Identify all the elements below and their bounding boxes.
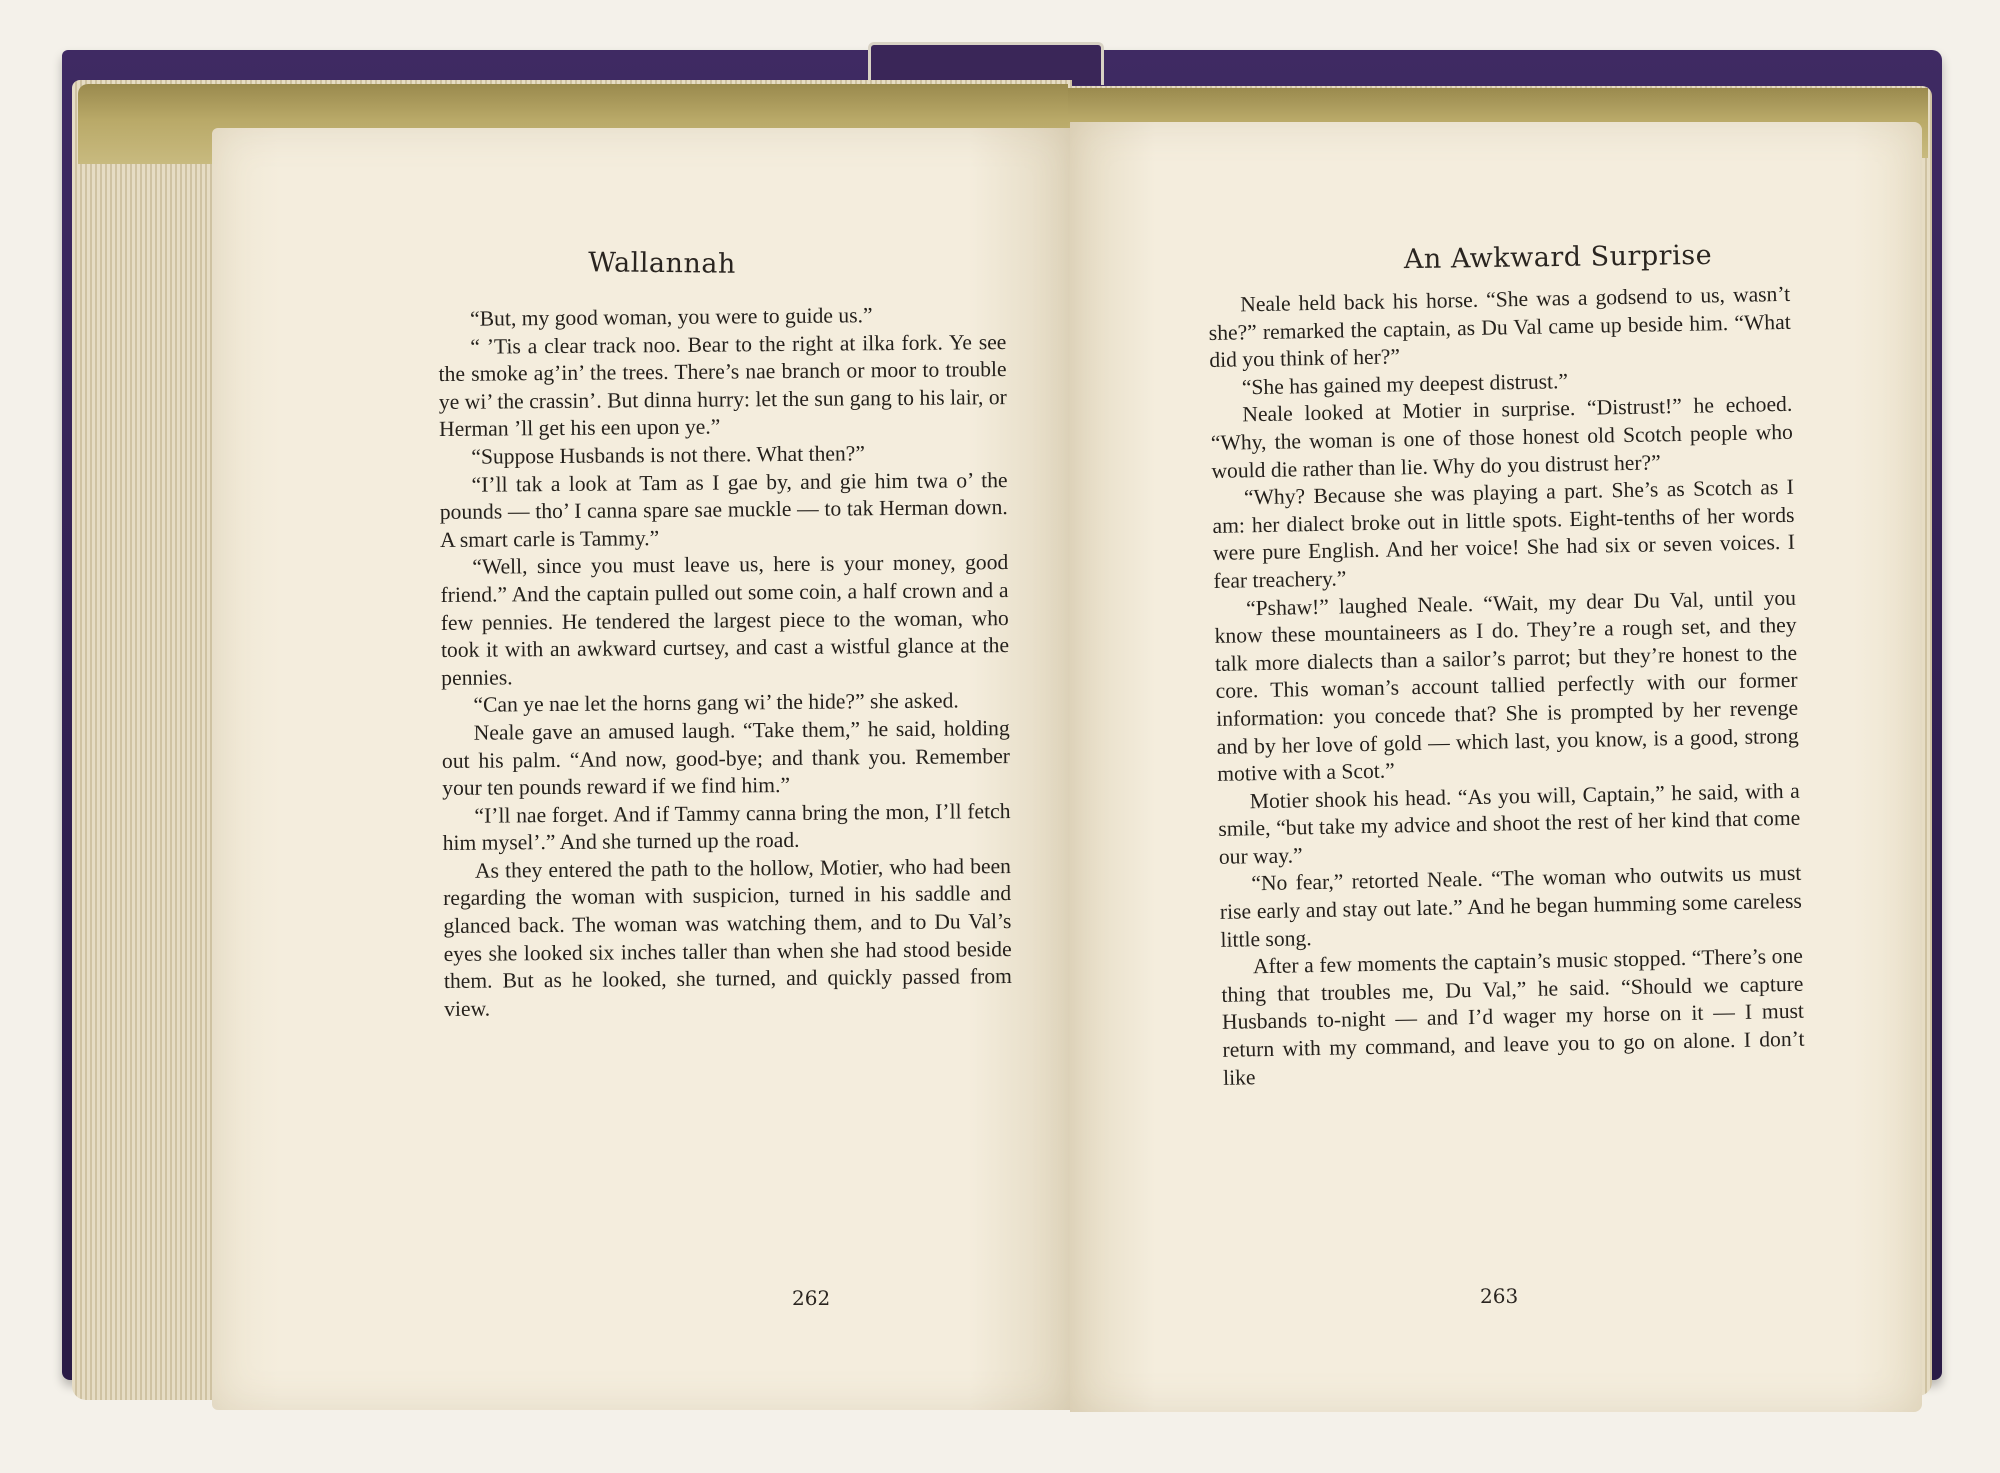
left-page-text	[438, 301, 1012, 1023]
open-book	[62, 50, 1942, 1410]
paragraph: “Why? Because she was playing a part. She’s as Scotch as I am: her dialect broke out in little spots. Eight-tenths of her words were pure English. And her voice! She had six or seven voices. I fear treachery.”	[1212, 474, 1796, 593]
right-running-head: An Awkward Surprise	[1403, 239, 1713, 276]
paragraph: “No fear,” retorted Neale. “The woman who outwits us must rise early and stay out late.” And he began humming some careless little song.	[1219, 861, 1803, 952]
right-page	[1070, 122, 1922, 1412]
left-page-number: 262	[792, 1286, 831, 1310]
paragraph: As they entered the path to the hollow, Motier, who had been regarding the woman with suspicion, turned in his saddle and glanced back. The woman was watching them, and to Du Val’s eyes she looked six inches taller than when she had stood beside them. But as he looked, she turned, and quickly passed from view.	[443, 853, 1012, 1021]
paragraph: “Well, since you must leave us, here is your money, good friend.” And the captain pulled out some coin, a half crown and a few pennies. He tendered the largest piece to the woman, who took it with an awkward curtsey, and cast a wistful glance at the pennies.	[440, 550, 1010, 690]
right-page-text	[1208, 281, 1805, 1092]
paragraph: Neale held back his horse. “She was a godsend to us, wasn’t she?” remarked the captain, as Du Val came up beside him. “What did you think of her?”	[1208, 281, 1791, 373]
paragraph: Motier shook his head. “As you will, Captain,” he said, with a smile, “but take my advice and shoot the rest of her kind that come our way.”	[1218, 778, 1801, 869]
paragraph: Neale looked at Motier in surprise. “Distrust!” he echoed. “Why, the woman is one of those honest old Scotch people who would die rather than lie. Why do you distrust her?”	[1210, 392, 1794, 483]
left-running-head: Wallannah	[588, 247, 736, 280]
paragraph: “I’ll tak a look at Tam as I gae by, and gie him twa o’ the pounds — tho’ I canna spare sae muckle — to tak Herman down. A smart carle is Tammy.”	[439, 467, 1008, 552]
paragraph: Neale gave an amused laugh. “Take them,” he said, holding out his palm. “And now, good-bye; and thank you. Remember your ten pounds reward if we find him.”	[441, 715, 1011, 801]
paragraph: “But, my good woman, you were to guide us.”	[470, 303, 873, 331]
left-page	[212, 128, 1072, 1410]
paragraph: “Can ye nae let the horns gang wi’ the hide?” she asked.	[473, 688, 959, 718]
paragraph: “I’ll nae forget. And if Tammy canna bring the mon, I’ll fetch him mysel’.” And she turned up the road.	[442, 798, 1011, 856]
paragraph: “Suppose Husbands is not there. What then?”	[471, 441, 866, 469]
right-page-number: 263	[1480, 1284, 1519, 1308]
paragraph: After a few moments the captain’s music stopped. “There’s one thing that troubles me, Du Val,” he said. “Should we capture Husbands to-night — and I’d wager my horse on it — I must return with my command, and leave you to go on alone. I don’t like	[1221, 943, 1805, 1090]
paragraph: “She has gained my deepest distrust.”	[1241, 368, 1569, 400]
paragraph: “Pshaw!” laughed Neale. “Wait, my dear Du Val, until you know these mountaineers as I do. They’re a rough set, and they talk more dialects than a sailor’s parrot; but they’re honest to the core. This woman’s account tallied perfectly with our former information: you concede that? She is prompted by her revenge and by her love of gold — which last, you know, is a good, strong motive with a Scot.”	[1214, 585, 1799, 787]
paragraph: “ ’Tis a clear track noo. Bear to the right at ilka fork. Ye see the smoke ag’in’ the trees. There’s nae branch or moor to trouble ye wi’ the crassin’. But dinna hurry: let the sun gang to his lair, or Herman ’ll get his een upon ye.”	[438, 329, 1007, 442]
book-spine	[868, 42, 1104, 85]
